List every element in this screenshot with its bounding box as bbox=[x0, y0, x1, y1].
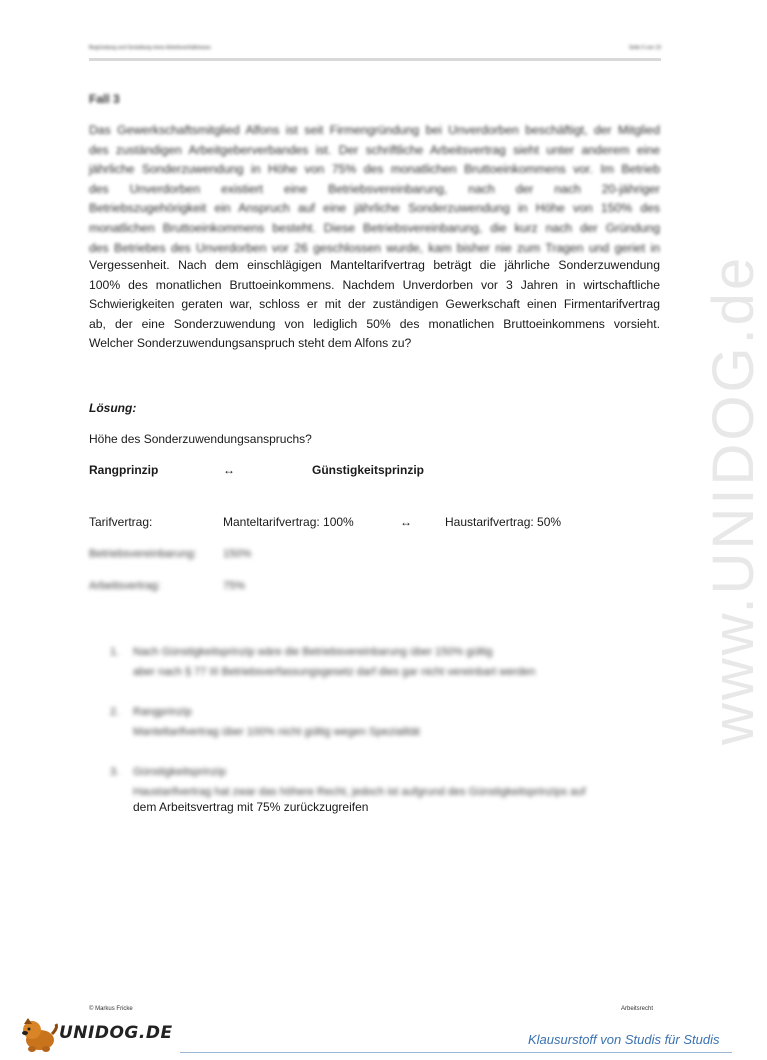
logo-text[interactable]: UNIDOG.DE bbox=[59, 1023, 173, 1043]
brand-tagline: Klausurstoff von Studis für Studis bbox=[528, 1032, 720, 1047]
betrieb-row bbox=[89, 548, 389, 564]
header-rule bbox=[89, 58, 661, 61]
header-page-number: Seite 5 von 10 bbox=[629, 45, 661, 51]
watermark: www.UNIDOG.de bbox=[701, 254, 766, 745]
betrieb-label: Betriebsvereinbarung: bbox=[89, 548, 197, 560]
arbeit-label: Arbeitsvertrag: bbox=[89, 580, 161, 592]
list-line: dem Arbeitsvertrag mit 75% zurückzugreifen bbox=[133, 800, 369, 814]
tarif-label: Tarifvertrag: bbox=[89, 515, 153, 529]
arbeit-value: 75% bbox=[223, 580, 246, 592]
paragraph-line: 100% des monatlichen Bruttoeinkommens. Nachdem Unverdorben vor 3 Jahren in wirtschaftliche bbox=[89, 277, 660, 292]
list-line: Manteltarifvertrag über 100% nicht gültig wegen Spezialität bbox=[133, 726, 420, 738]
paragraph-line: des Unverdorben existiert eine Betriebsvereinbarung, nach der nach 20-jähriger bbox=[89, 181, 660, 196]
list-item bbox=[110, 762, 670, 802]
paragraph-line: ab, der eine Sonderzuwendung von lediglich 50% des monatlichen Bruttoeinkommens vorsieht. bbox=[89, 316, 660, 331]
case-paragraph-blurred bbox=[89, 121, 660, 258]
list-line: Nach Günstigkeitsprinzip wäre die Betriebsvereinbarung über 150% gültig bbox=[133, 646, 493, 658]
paragraph-line: Welcher Sonderzuwendungsanspruch steht dem Alfons zu? bbox=[89, 336, 412, 351]
list-number: 1. bbox=[110, 646, 120, 658]
double-arrow-icon: ↔ bbox=[400, 515, 412, 529]
list-item bbox=[110, 702, 670, 742]
tarif-row bbox=[89, 515, 661, 533]
mantel-value: Manteltarifvertrag: 100% bbox=[223, 515, 354, 529]
list-number: 3. bbox=[110, 766, 120, 778]
principles-row bbox=[89, 463, 661, 481]
case-title: Fall 3 bbox=[89, 92, 120, 106]
case-paragraph bbox=[89, 256, 660, 354]
paragraph-line: Das Gewerkschaftsmitglied Alfons ist seit Firmengründung bei Unverdorben beschäftigt, der Mitglied bbox=[89, 123, 660, 137]
footer-subject: Arbeitsrecht bbox=[621, 1006, 654, 1012]
haus-value: Haustarifvertrag: 50% bbox=[445, 515, 562, 529]
list-number: 2. bbox=[110, 706, 120, 718]
arbeit-row bbox=[89, 580, 389, 596]
solution-question: Höhe des Sonderzuwendungsanspruchs? bbox=[89, 432, 312, 446]
solution-heading: Lösung: bbox=[89, 401, 137, 415]
double-arrow-icon: ↔ bbox=[223, 463, 235, 477]
betrieb-value: 150% bbox=[223, 548, 252, 560]
page-header bbox=[89, 42, 661, 54]
paragraph-line: des Betriebes des Unverdorben vor 26 geschlossen wurde, kam bisher nie zum Tragen und geriet in bbox=[89, 240, 660, 255]
dog-logo-icon bbox=[18, 1016, 60, 1054]
footer-rule bbox=[180, 1052, 732, 1053]
header-title: Begründung und Gestaltung eines Arbeitsverhältnisses bbox=[89, 45, 211, 51]
paragraph-line: monatlichen Bruttoeinkommens besteht. Diese Betriebsvereinbarung, die kurz nach der Gründung bbox=[89, 220, 660, 235]
paragraph-line: des zuständigen Arbeitgeberverbandes ist. Der schriftliche Arbeitsvertrag sieht unter anderem eine bbox=[89, 142, 660, 157]
paragraph-line: Betriebszugehörigkeit ein Anspruch auf eine jährliche Sonderzuwendung in Höhe von 150% des bbox=[89, 201, 660, 216]
footer-author: © Markus Fricke bbox=[89, 1006, 133, 1012]
guenstigkeitsprinzip-label: Günstigkeitsprinzip bbox=[312, 463, 425, 477]
list-line: aber nach § 77 III Betriebsverfassungsgesetz darf dies gar nicht vereinbart werden bbox=[133, 666, 536, 678]
list-line: Haustarifvertrag hat zwar das höhere Recht, jedoch ist aufgrund des Günstigkeitsprinzips auf bbox=[133, 786, 586, 798]
rangprinzip-label: Rangprinzip bbox=[89, 463, 159, 477]
list-item bbox=[110, 642, 670, 682]
list-line: Günstigkeitsprinzip bbox=[133, 766, 226, 778]
paragraph-line: jährliche Sonderzuwendung in Höhe von 75% des monatlichen Bruttoeinkommens vor. Im Betrieb bbox=[89, 162, 660, 177]
list-line: Rangprinzip bbox=[133, 706, 192, 718]
paragraph-line: Vergessenheit. Nach dem einschlägigen Manteltarifvertrag beträgt die jährliche Sonderzuwendung bbox=[89, 258, 660, 272]
paragraph-line: Schwierigkeiten geraten war, schloss er mit der zuständigen Gewerkschaft einen Firmentarifvertrag bbox=[89, 297, 660, 312]
